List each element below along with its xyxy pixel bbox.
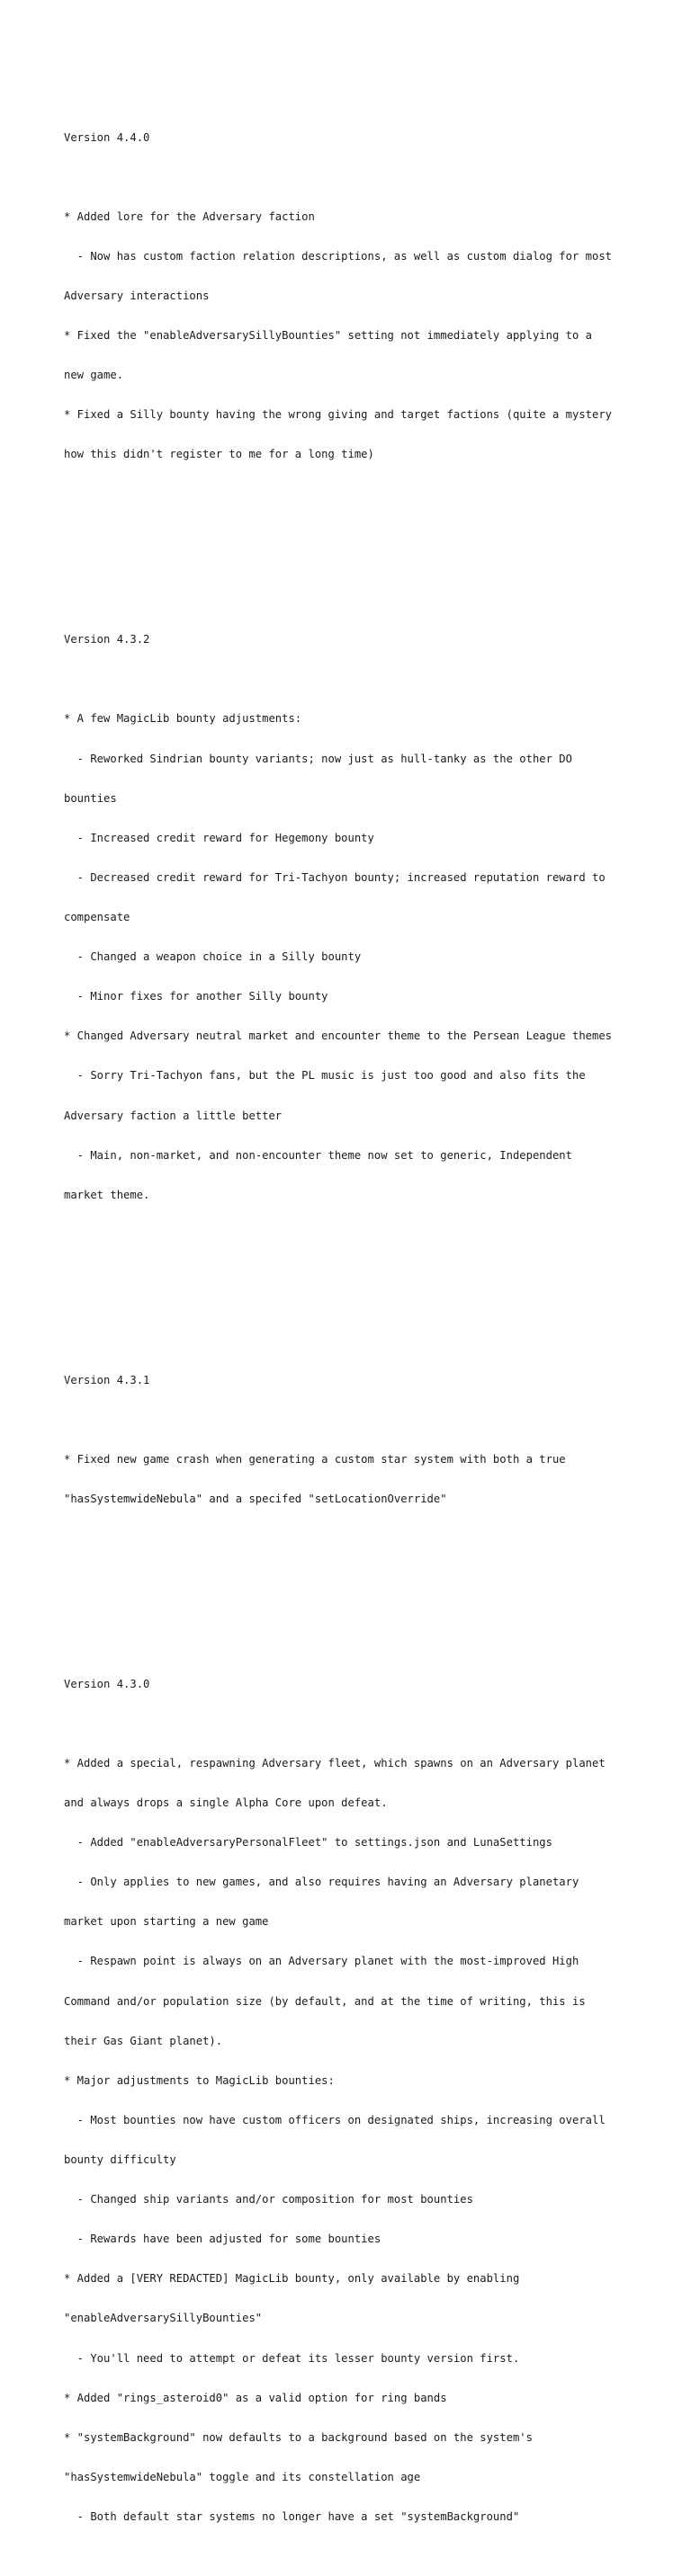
changelog-line: bounties — [64, 791, 117, 805]
changelog-document — [64, 65, 640, 2576]
changelog-line: * Added "rings_asteroid0" as a valid option for ring bands — [64, 2391, 447, 2404]
changelog-line: Command and/or population size (by default, and at the time of writing, this is — [64, 1994, 586, 2008]
changelog-line: - Added "enableAdversaryPersonalFleet" to settings.json and LunaSettings — [64, 1836, 552, 1850]
changelog-line: - Rewards have been adjusted for some bounties — [64, 2233, 381, 2246]
changelog-line: * Changed Adversary neutral market and encounter theme to the Persean League themes — [64, 1030, 613, 1043]
changelog-line: - Sorry Tri-Tachyon fans, but the PL music is just too good and also fits the — [64, 1069, 586, 1083]
changelog-line: "hasSystemwideNebula" and a specifed "setLocationOverride" — [64, 1492, 447, 1505]
changelog-line: - You'll need to attempt or defeat its lesser bounty version first. — [64, 2351, 520, 2365]
changelog-line: - Decreased credit reward for Tri-Tachyon bounty; increased reputation reward to — [64, 870, 606, 884]
changelog-line: * "systemBackground" now defaults to a background based on the system's — [64, 2430, 533, 2444]
changelog-line: * Fixed a Silly bounty having the wrong giving and target factions (quite a mystery — [64, 408, 613, 422]
changelog-line: - Now has custom faction relation descriptions, as well as custom dialog for most — [64, 249, 613, 263]
changelog-line: bounty difficulty — [64, 2153, 176, 2166]
changelog-line: - Reworked Sindrian bounty variants; now just as hull-tanky as the other DO — [64, 752, 572, 765]
changelog-line: compensate — [64, 910, 130, 923]
version-section-4-3-1 — [64, 1347, 640, 1532]
changelog-line: - Most bounties now have custom officers on designated ships, increasing overall — [64, 2113, 606, 2126]
changelog-line: new game. — [64, 369, 124, 382]
version-section-4-4-0 — [64, 104, 640, 487]
changelog-line: their Gas Giant planet). — [64, 2034, 223, 2047]
version-section-4-3-0 — [64, 1651, 640, 2550]
changelog-line: "hasSystemwideNebula" toggle and its constellation age — [64, 2470, 421, 2483]
changelog-line: - Main, non-market, and non-encounter theme now set to generic, Independent — [64, 1148, 572, 1162]
changelog-line: "enableAdversarySillyBounties" — [64, 2312, 263, 2325]
version-title: Version 4.3.0 — [64, 1677, 150, 1690]
changelog-line: * Added a [VERY REDACTED] MagicLib bounty, only available by enabling — [64, 2272, 520, 2286]
version-section-4-3-2 — [64, 607, 640, 1228]
version-title: Version 4.4.0 — [64, 130, 150, 144]
changelog-line: * Fixed new game crash when generating a custom star system with both a true — [64, 1452, 566, 1466]
changelog-line: Adversary interactions — [64, 289, 210, 302]
changelog-line: - Both default star systems no longer have a set "systemBackground" — [64, 2509, 520, 2523]
version-title: Version 4.3.2 — [64, 633, 150, 646]
changelog-line: and always drops a single Alpha Core upon defeat. — [64, 1796, 388, 1809]
changelog-line: * A few MagicLib bounty adjustments: — [64, 712, 302, 726]
changelog-line: - Changed a weapon choice in a Silly bounty — [64, 950, 362, 964]
changelog-line: market theme. — [64, 1188, 150, 1201]
changelog-line: how this didn't register to me for a long time) — [64, 448, 374, 461]
changelog-line: * Major adjustments to MagicLib bounties: — [64, 2073, 335, 2087]
changelog-line: * Fixed the "enableAdversarySillyBounties" setting not immediately applying to a — [64, 329, 592, 343]
changelog-line: - Respawn point is always on an Adversary planet with the most-improved High — [64, 1955, 579, 1968]
changelog-line: - Only applies to new games, and also requires having an Adversary planetary — [64, 1876, 579, 1889]
changelog-line: Adversary faction a little better — [64, 1109, 283, 1122]
changelog-line: - Minor fixes for another Silly bounty — [64, 990, 328, 1003]
changelog-line: - Increased credit reward for Hegemony bounty — [64, 831, 374, 844]
changelog-line: - Changed ship variants and/or composition for most bounties — [64, 2193, 473, 2206]
changelog-line: * Added a special, respawning Adversary fleet, which spawns on an Adversary planet — [64, 1756, 606, 1769]
version-title: Version 4.3.1 — [64, 1373, 150, 1386]
changelog-line: * Added lore for the Adversary faction — [64, 209, 315, 223]
changelog-line: market upon starting a new game — [64, 1915, 269, 1929]
